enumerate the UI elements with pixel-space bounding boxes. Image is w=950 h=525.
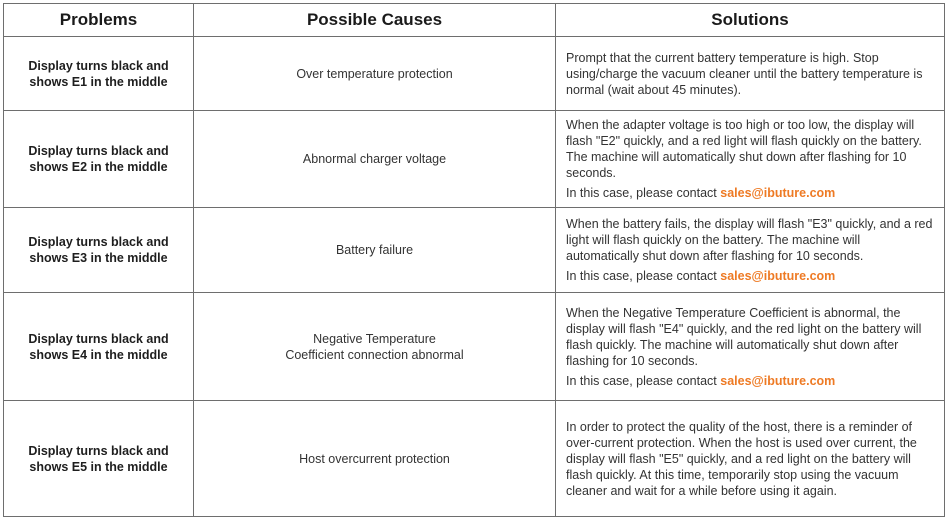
problem-cell: Display turns black and shows E5 in the middle — [4, 401, 194, 517]
table-row-e5 — [4, 401, 945, 517]
troubleshooting-table — [3, 3, 945, 517]
contact-email-link[interactable]: sales@ibuture.com — [720, 186, 836, 200]
header-problems: Problems — [4, 4, 194, 37]
solution-text: In order to protect the quality of the host, there is a reminder of over-current protection. When the host is used over current, the display will flash "E5" quickly, and a red light on the battery will flash quickly. At this time, temporarily stop using the vacuum cleaner and wait for a while before using it again. — [566, 419, 917, 498]
solution-cell — [556, 37, 945, 111]
problem-cell: Display turns black and shows E1 in the middle — [4, 37, 194, 111]
cause-cell: Host overcurrent protection — [194, 401, 556, 517]
solution-text: Prompt that the current battery temperature is high. Stop using/charge the vacuum cleaner until the battery temperature is normal (wait about 45 minutes). — [566, 50, 923, 97]
solution-cell — [556, 208, 945, 293]
solution-cell — [556, 111, 945, 208]
cause-cell: Abnormal charger voltage — [194, 111, 556, 208]
header-solutions: Solutions — [556, 4, 945, 37]
contact-prefix: In this case, please contact — [566, 269, 721, 283]
contact-prefix: In this case, please contact — [566, 186, 721, 200]
problem-cell: Display turns black and shows E4 in the middle — [4, 293, 194, 401]
contact-line — [566, 373, 936, 389]
solution-text: When the Negative Temperature Coefficient is abnormal, the display will flash "E4" quickly, and the red light on the battery will flash quickly. The machine will automatically shut down after flashing for 10 seconds. — [566, 305, 922, 368]
table-row-e2 — [4, 111, 945, 208]
table-row-e1 — [4, 37, 945, 111]
solution-text: When the battery fails, the display will flash "E3" quickly, and a red light will flash quickly on the battery. The machine will automatically shut down after flashing for 10 seconds. — [566, 217, 933, 263]
contact-line — [566, 185, 936, 201]
cause-cell: Over temperature protection — [194, 37, 556, 111]
cause-line: Negative Temperature — [313, 331, 436, 346]
solution-cell — [556, 401, 945, 517]
cause-cell: Battery failure — [194, 208, 556, 293]
header-row — [4, 4, 945, 37]
problem-cell: Display turns black and shows E2 in the middle — [4, 111, 194, 208]
contact-line — [566, 268, 936, 284]
table-row-e3 — [4, 208, 945, 293]
cause-line: Coefficient connection abnormal — [285, 347, 464, 362]
cause-cell — [194, 293, 556, 401]
header-possible-causes: Possible Causes — [194, 4, 556, 37]
contact-email-link[interactable]: sales@ibuture.com — [720, 373, 836, 388]
contact-prefix: In this case, please contact — [566, 373, 721, 388]
table-row-e4 — [4, 293, 945, 401]
contact-email-link[interactable]: sales@ibuture.com — [720, 269, 836, 283]
solution-cell — [556, 293, 945, 401]
solution-text: When the adapter voltage is too high or too low, the display will flash "E2" quickly, and a red light will flash quickly on the battery. The machine will automatically shut down after flashing for 10 seconds. — [566, 118, 922, 180]
problem-cell: Display turns black and shows E3 in the middle — [4, 208, 194, 293]
